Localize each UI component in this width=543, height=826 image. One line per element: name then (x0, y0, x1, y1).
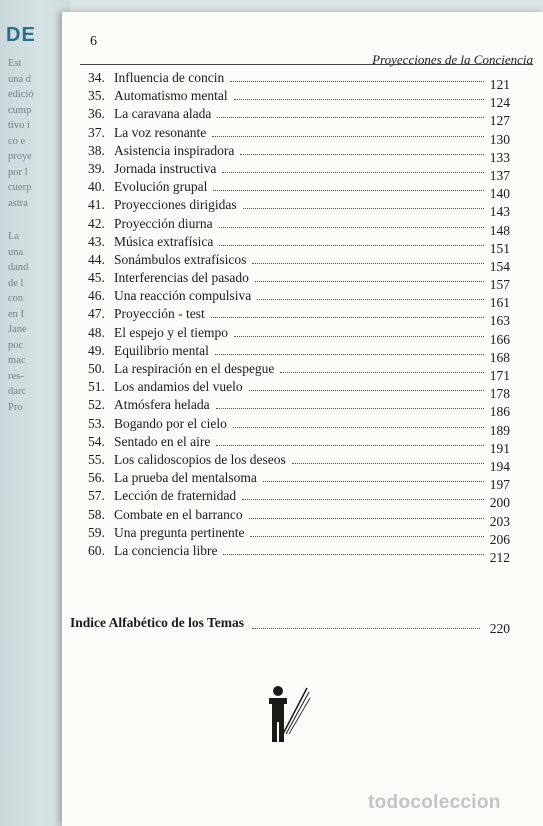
back-page-fragment: tivo i (8, 120, 30, 131)
toc-entry-title: Atmósfera helada (114, 397, 210, 413)
index-entry (70, 615, 510, 639)
toc-dot-leader (255, 281, 484, 282)
toc-entry (88, 232, 510, 256)
back-page-title: DE (6, 24, 36, 46)
toc-entry-number: 53. (88, 415, 105, 431)
toc-entry-title: La conciencia libre (114, 542, 218, 558)
toc-entry-title: La voz resonante (114, 124, 207, 140)
toc-dot-leader (280, 372, 484, 373)
watermark: todocoleccion (368, 792, 501, 813)
back-page-fragment: edició (8, 89, 34, 100)
toc-dot-leader (230, 81, 484, 82)
toc-dot-leader (223, 554, 484, 555)
toc-entry (88, 250, 510, 274)
back-page-fragment: co e (8, 135, 26, 147)
index-entry-title: Indice Alfabético de los Temas (70, 615, 245, 630)
toc-entry (88, 505, 510, 529)
toc-entry-number: 35. (88, 88, 105, 104)
toc-entry-page: 178 (489, 386, 510, 402)
toc-entry-number: 38. (88, 142, 105, 158)
toc-entry (88, 323, 510, 347)
toc-entry-title: La prueba del mentalsoma (114, 470, 257, 486)
back-page-fragment: cuerp (8, 182, 32, 193)
toc-entry-page: 161 (489, 295, 510, 311)
toc-entry (88, 541, 510, 565)
toc-entry-number: 45. (88, 270, 105, 286)
toc-entry-title: Evolución grupal (114, 179, 208, 195)
toc-dot-leader (213, 190, 484, 191)
index-dot-leader (252, 628, 480, 629)
toc-dot-leader (219, 245, 484, 246)
toc-entry-page: 140 (489, 186, 510, 202)
toc-entry (88, 377, 510, 402)
publisher-figure-icon (265, 684, 311, 746)
back-page-fragment: con (8, 293, 24, 304)
back-page (0, 0, 70, 826)
back-page-fragment: mac (8, 355, 26, 366)
back-page-fragment: poc (8, 339, 24, 351)
toc-entry-page: 137 (489, 167, 510, 183)
toc-entry (88, 286, 510, 311)
toc-entry-page: 189 (489, 422, 510, 438)
toc-entry (88, 450, 510, 474)
toc-entry-number: 59. (88, 524, 105, 540)
toc-entry-page: 121 (489, 77, 510, 92)
toc-entry-title: Los andamios del vuelo (114, 379, 243, 395)
toc-dot-leader (219, 227, 484, 228)
toc-entry-title: Bogando por el cielo (114, 415, 227, 431)
back-page-fragment: La (8, 231, 20, 242)
toc-entry-number: 55. (88, 451, 105, 467)
toc-dot-leader (216, 408, 484, 409)
toc-entry (88, 86, 510, 111)
toc-entry-title: Proyección diurna (114, 215, 213, 231)
toc-dot-leader (222, 172, 484, 173)
toc-entry-number: 57. (88, 488, 105, 504)
page-header (80, 30, 533, 65)
toc-dot-leader (292, 463, 484, 464)
toc-entry-number: 42. (88, 215, 105, 231)
toc-entry (88, 177, 510, 202)
toc-entry (88, 104, 510, 129)
toc-entry (88, 523, 510, 547)
toc-entry (88, 304, 510, 329)
toc-dot-leader (240, 154, 484, 155)
toc-entry-title: Los calidoscopios de los deseos (114, 451, 286, 467)
toc-entry-number: 41. (88, 197, 105, 213)
toc-entry-title: Música extrafísica (114, 233, 214, 249)
table-of-contents (88, 68, 510, 565)
toc-entry-page: 212 (489, 549, 510, 565)
toc-entry-number: 58. (88, 506, 105, 522)
toc-entry-page: 154 (489, 258, 510, 274)
back-page-fragment: Jane (8, 324, 27, 335)
toc-dot-leader (234, 99, 484, 100)
toc-dot-leader (216, 445, 484, 446)
toc-entry-number: 47. (88, 306, 105, 322)
toc-entry-title: Una pregunta pertinente (114, 524, 245, 540)
toc-dot-leader (252, 263, 484, 264)
toc-entry-number: 56. (88, 470, 105, 486)
toc-entry (88, 359, 510, 383)
toc-dot-leader (211, 317, 484, 318)
back-page-fragment: cump (8, 104, 32, 116)
back-page-fragment: dand (8, 262, 29, 273)
page-number: 6 (90, 34, 97, 49)
toc-entry-number: 40. (88, 179, 105, 195)
toc-entry-title: El espejo y el tiempo (114, 324, 228, 340)
toc-entry-page: 127 (489, 113, 510, 129)
back-page-fragment: astra (8, 197, 28, 209)
back-page-fragment: en I (8, 308, 25, 320)
toc-entry (88, 68, 510, 92)
toc-entry-page: 168 (489, 349, 510, 365)
back-page-fragment: de l (8, 277, 24, 289)
toc-dot-leader (249, 518, 484, 519)
toc-entry (88, 468, 510, 493)
book-page (62, 12, 543, 826)
toc-entry (88, 159, 510, 183)
back-page-fragment: una d (8, 73, 32, 85)
toc-entry-title: Lección de fraternidad (114, 488, 237, 504)
back-page-fragment: darc (8, 386, 27, 397)
toc-entry-title: Sonámbulos extrafísicos (114, 251, 247, 267)
toc-dot-leader (234, 336, 484, 337)
toc-entry-number: 51. (88, 379, 105, 395)
toc-entry (88, 268, 510, 293)
toc-entry-number: 46. (88, 288, 105, 304)
toc-entry-page: 191 (489, 440, 510, 456)
toc-entry-title: Interferencias del pasado (114, 270, 249, 286)
toc-dot-leader (243, 208, 484, 209)
toc-entry-title: Combate en el barranco (114, 506, 243, 522)
toc-entry-number: 52. (88, 397, 105, 413)
toc-entry-page: 143 (489, 204, 510, 220)
toc-entry-page: 163 (489, 313, 510, 329)
toc-entry (88, 432, 510, 456)
toc-entry-number: 50. (88, 361, 105, 376)
toc-dot-leader (257, 299, 484, 300)
toc-entry-title: Jornada instructiva (114, 160, 217, 176)
back-page-fragment: res- (8, 370, 24, 382)
toc-entry-title: Una reacción compulsiva (114, 288, 252, 304)
toc-entry-title: Proyecciones dirigidas (114, 197, 237, 213)
toc-dot-leader (233, 427, 484, 428)
toc-entry-title: Equilibrio mental (114, 342, 209, 358)
toc-entry (88, 141, 510, 165)
back-page-fragment: proye (8, 151, 32, 162)
toc-entry-number: 37. (88, 124, 105, 140)
back-page-fragment: una (8, 246, 24, 258)
back-page-fragment: por l (8, 166, 28, 178)
toc-entry (88, 214, 510, 238)
back-page-fragment: Est (8, 58, 22, 69)
toc-entry-page: 130 (489, 131, 510, 147)
toc-entry (88, 414, 510, 438)
toc-entry-page: 157 (489, 277, 510, 293)
toc-entry-page: 200 (489, 495, 510, 511)
toc-entry-number: 44. (88, 251, 105, 267)
toc-entry-page: 166 (489, 331, 510, 347)
toc-dot-leader (215, 354, 484, 355)
toc-dot-leader (217, 117, 484, 118)
toc-entry-page: 124 (489, 95, 510, 111)
running-title: Proyecciones de la Conciencia (372, 52, 533, 67)
toc-entry-page: 148 (489, 222, 510, 238)
toc-dot-leader (263, 481, 484, 482)
toc-entry-page: 186 (489, 404, 510, 420)
toc-entry-number: 48. (88, 324, 105, 340)
toc-entry-page: 206 (489, 531, 510, 547)
toc-entry (88, 123, 510, 147)
toc-entry-page: 133 (489, 149, 510, 165)
toc-entry (88, 486, 510, 511)
toc-entry-number: 43. (88, 233, 105, 249)
toc-entry-title: Influencia de concin (114, 70, 225, 85)
toc-dot-leader (249, 390, 484, 391)
toc-entry-number: 36. (88, 106, 105, 122)
toc-entry-page: 171 (489, 368, 510, 383)
back-page-fragment: Pro (8, 401, 23, 413)
toc-entry-title: La respiración en el despegue (114, 361, 275, 376)
toc-entry-title: Sentado en el aire (114, 433, 211, 449)
toc-entry-page: 151 (489, 240, 510, 256)
toc-entry-number: 60. (88, 542, 105, 558)
toc-entry-title: Asistencia inspiradora (114, 142, 235, 158)
toc-entry-number: 39. (88, 160, 105, 176)
toc-entry-title: Proyección - test (114, 306, 205, 322)
toc-entry-number: 49. (88, 342, 105, 358)
toc-entry-page: 203 (489, 513, 510, 529)
toc-entry-number: 34. (88, 70, 105, 85)
toc-dot-leader (242, 499, 484, 500)
toc-dot-leader (212, 136, 484, 137)
toc-entry (88, 395, 510, 420)
toc-dot-leader (250, 536, 484, 537)
toc-entry (88, 341, 510, 365)
toc-entry-page: 197 (489, 477, 510, 493)
toc-entry-title: Automatismo mental (114, 88, 228, 104)
toc-entry-page: 194 (489, 458, 510, 474)
index-entry-page: 220 (489, 621, 510, 636)
toc-entry (88, 195, 510, 220)
toc-entry-number: 54. (88, 433, 105, 449)
toc-entry-title: La caravana alada (114, 106, 212, 122)
